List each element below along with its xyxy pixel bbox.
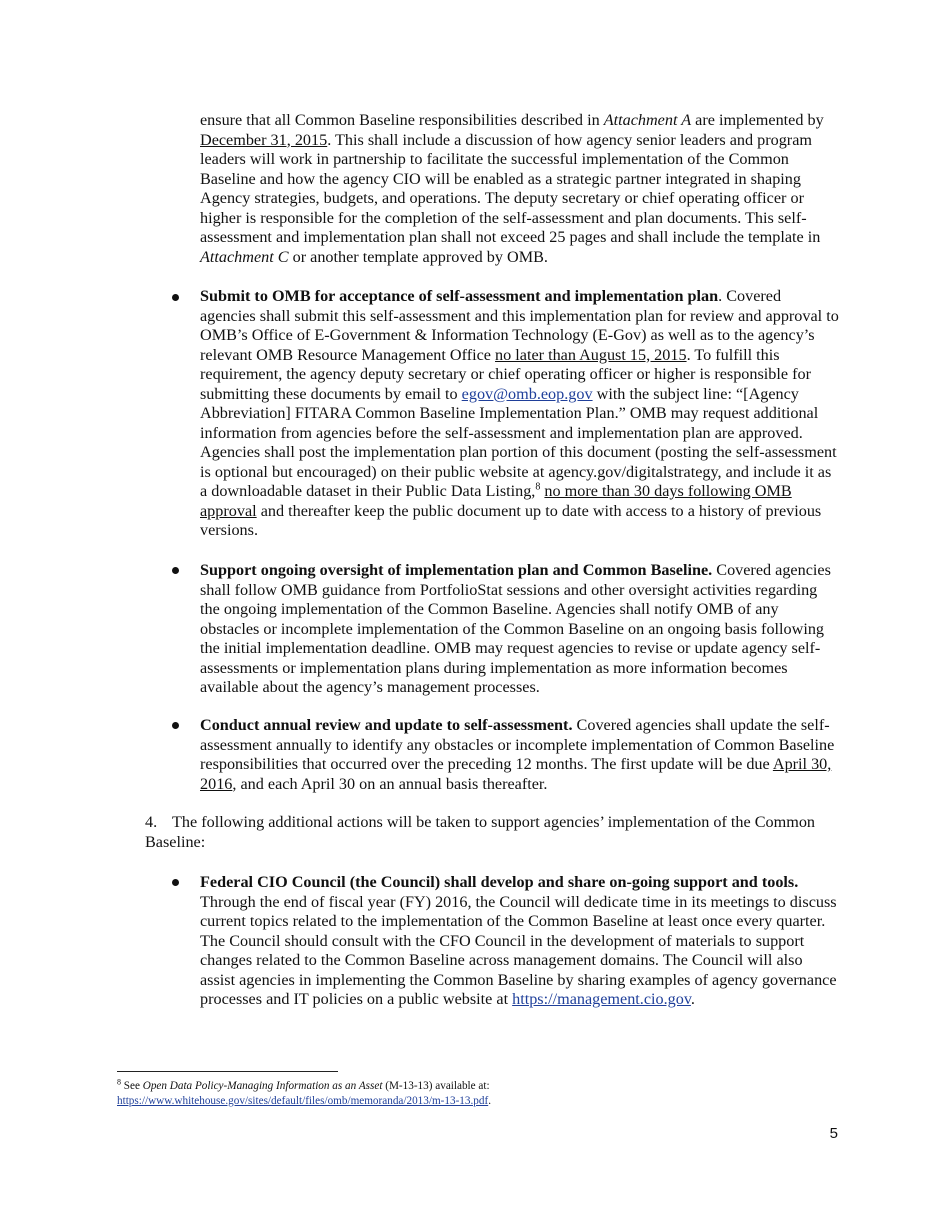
bullet-icon	[172, 879, 179, 886]
bullet-icon	[172, 294, 179, 301]
footnote-separator	[117, 1071, 338, 1072]
bullet-heading: Submit to OMB for acceptance of self-assessment and implementation plan	[200, 287, 719, 305]
management-cio-link[interactable]: https://management.cio.gov	[512, 990, 691, 1008]
footnote-8: $^8$ See Open Data Policy-Managing Information as an Asset (M-13-13) available at: https://www.whitehouse.gov/sites/default/files/omb/memoranda/2013/m-13-13.pdf.	[117, 1077, 491, 1107]
email-link[interactable]: egov@omb.eop.gov	[461, 384, 593, 403]
bullet-heading: Support ongoing oversight of implementation plan and Common Baseline.	[200, 561, 713, 579]
deadline-date: no later than August 15, 2015	[495, 345, 687, 364]
footnote-title: Open Data Policy-Managing Information as an Asset	[142, 1080, 383, 1092]
bullet-submit-to-omb: Submit to OMB for acceptance of self-assessment and implementation plan. Covered agencies shall submit this self-assessment and this implementation plan for review and approval to OMB’s Office of E-Government & Information Technology (E-Gov) as well as to the agency’s relevant OMB Resource Management Office no later than August 15, 2015. To fulfill this requirement, the agency deputy secretary or chief operating officer or higher is responsible for submitting these documents by email to egov@omb.eop.gov with the subject line: “[Agency Abbreviation] FITARA Common Baseline Implementation Plan.” OMB may request additional information from agencies before the self-assessment and implementation plan are approved. Agencies shall post the implementation plan portion of this document (posting the self-assessment is optional but encouraged) on their public website at agency.gov/digitalstrategy, and include it as a downloadable dataset in their Public Data Listing,$^8$ no more than 30 days following OMB approval and thereafter keep the public document up to date with access to a history of previous versions.	[200, 287, 839, 539]
footnote-ref[interactable]: 8	[535, 481, 541, 493]
attachment-a-ref: Attachment A	[603, 111, 692, 129]
bullet-support-oversight: Support ongoing oversight of implementation plan and Common Baseline. Covered agencies shall follow OMB guidance from PortfolioStat sessions and other oversight activities regarding the ongoing implementation of the Common Baseline. Agencies shall notify OMB of any obstacles or incomplete implementation of the Common Baseline on an ongoing basis following the initial implementation deadline. OMB may request agencies to revise or update agency self-assessments or implementation plans during implementation as more information becomes available about the agency’s management processes.	[200, 561, 831, 696]
paragraph-self-assessment-continuation: ensure that all Common Baseline responsibilities described in Attachment A are implemented by December 31, 2015. This shall include a discussion of how agency senior leaders and program leaders will work in partnership to facilitate the successful implementation of the Common Baseline and how the agency CIO will be enabled as a strategic partner integrated in shaping Agency strategies, budgets, and operations. The deputy secretary or chief operating officer or higher is responsible for the completion of the self-assessment and plan documents. This self-assessment and implementation plan shall not exceed 25 pages and shall include the template in Attachment C or another template approved by OMB.	[200, 111, 824, 266]
footnote-url-link[interactable]: https://www.whitehouse.gov/sites/default/files/omb/memoranda/2013/m-13-13.pdf	[117, 1095, 489, 1107]
bullet-annual-review: Conduct annual review and update to self-assessment. Covered agencies shall update the self-assessment annually to identify any obstacles or incomplete implementation of Common Baseline responsibilities that occurred over the preceding 12 months. The first update will be due April 30, 2016, and each April 30 on an annual basis thereafter.	[200, 716, 835, 793]
deadline-text: no more than 30 days following OMB approval	[200, 482, 792, 520]
attachment-c-ref: Attachment C	[200, 247, 289, 266]
numbered-item-4: 4. The following additional actions will be taken to support agencies’ implementation of the Common Baseline:	[145, 813, 816, 851]
bullet-heading: Conduct annual review and update to self-assessment.	[200, 716, 573, 734]
item-number: 4.	[145, 813, 158, 831]
footnote-number: 8	[117, 1077, 121, 1087]
page-number: 5	[829, 1125, 838, 1142]
bullet-heading: Federal CIO Council (the Council) shall develop and share on-going support and tools.	[200, 873, 799, 891]
deadline-date: December 31, 2015	[200, 130, 328, 149]
deadline-date: April 30, 2016	[200, 755, 832, 793]
bullet-icon	[172, 722, 179, 729]
bullet-icon	[172, 567, 179, 574]
bullet-cio-council: Federal CIO Council (the Council) shall develop and share on-going support and tools. Through the end of fiscal year (FY) 2016, the Council will dedicate time in its meetings to discuss current topics related to the implementation of the Common Baseline at least once every quarter. The Council should consult with the CFO Council in the development of materials to support changes related to the Common Baseline across management domains. The Council will also assist agencies in implementing the Common Baseline by sharing examples of agency governance processes and IT policies on a public website at https://management.cio.gov.	[200, 873, 837, 1008]
